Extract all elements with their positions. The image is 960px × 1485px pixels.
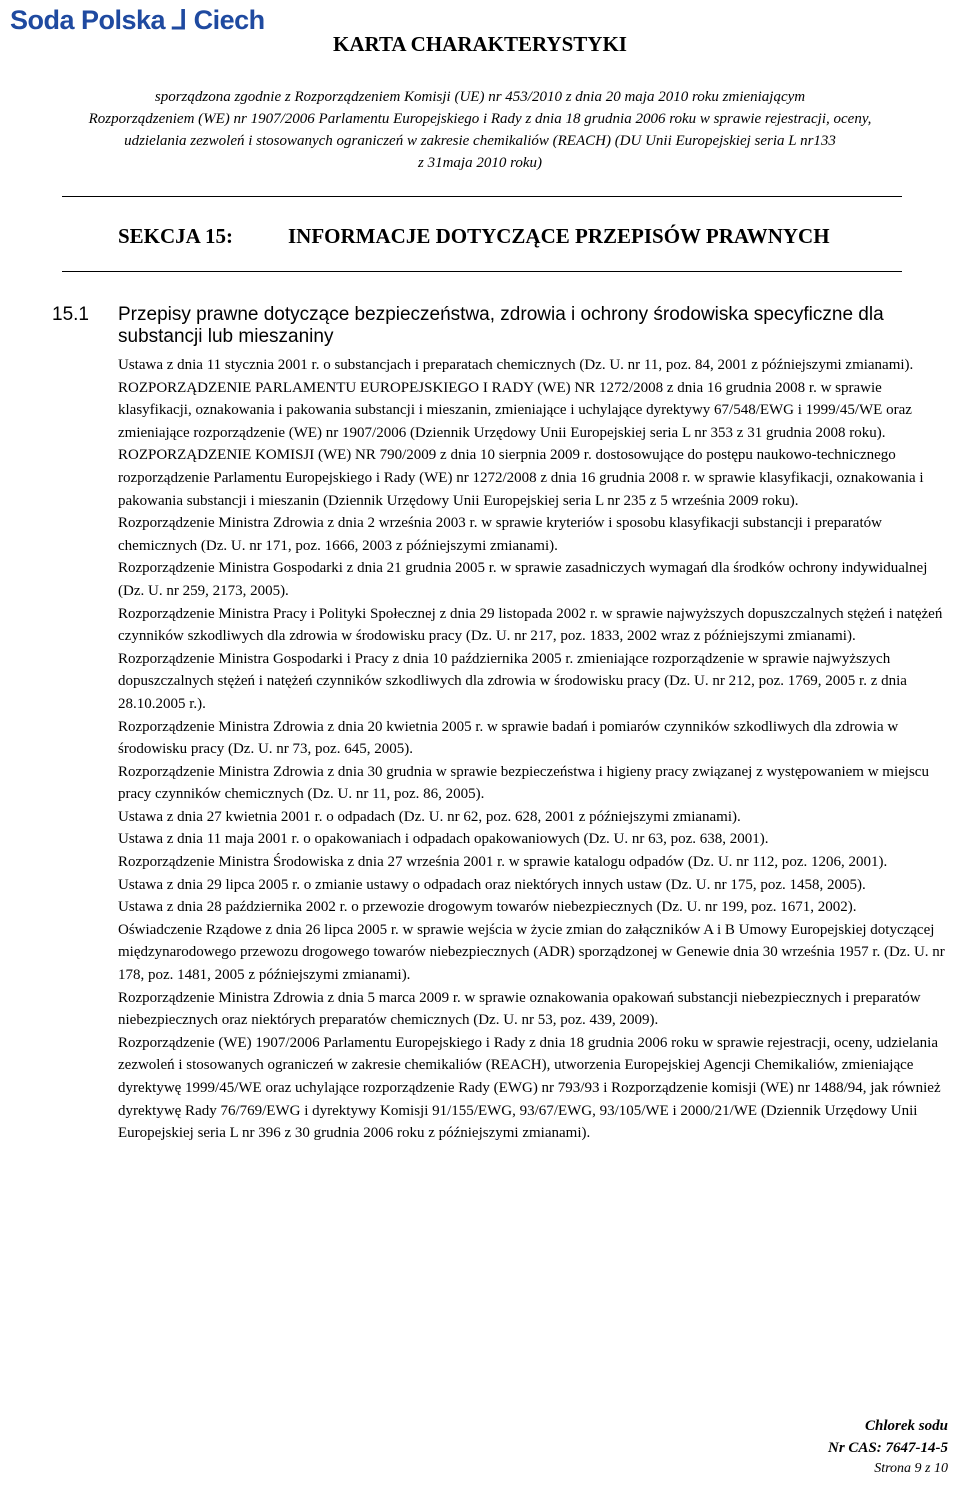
regulations-list	[118, 354, 948, 1145]
regulation-item: Rozporządzenie Ministra Gospodarki i Pracy z dnia 10 października 2005 r. zmieniające rozporządzenie w sprawie najwyższych dopuszczalnych stężeń i natężeń czynników szkodliwych dla zdrowia w środowisku pracy (Dz. U. nr 212, poz. 1769, 2005 r. z dnia 28.10.2005 r.).	[118, 650, 907, 712]
section-number: SEKCJA 15:	[118, 224, 233, 248]
section-title: INFORMACJE DOTYCZĄCE PRZEPISÓW PRAWNYCH	[288, 224, 830, 248]
regulation-item: Rozporządzenie Ministra Zdrowia z dnia 30 grudnia w sprawie bezpieczeństwa i higieny pracy związanej z występowaniem w miejscu pracy czynników chemicznych (Dz. U. nr 11, poz. 86, 2005).	[118, 763, 929, 803]
subsection-number: 15.1	[52, 304, 89, 325]
subsection-title: Przepisy prawne dotyczące bezpieczeństwa, zdrowia i ochrony środowiska specyficzne dla substancji lub mieszaniny	[118, 304, 884, 347]
regulation-line: Rozporządzeniem (WE) nr 1907/2006 Parlamentu Europejskiego i Rady z dnia 18 grudnia 2006 roku w sprawie rejestracji, oceny,	[88, 111, 872, 127]
cas-number: Nr CAS: 7647-14-5	[827, 1440, 948, 1456]
regulation-item: Oświadczenie Rządowe z dnia 26 lipca 2005 r. w sprawie wejścia w życie zmian do załączników A i B Umowy Europejskiej dotyczącej międzynarodowego przewozu drogowego towarów niebezpiecznych (ADR) sporządzonej w Genewie dnia 30 września 1957 r. (Dz. U. nr 178, poz. 1481, 2005 z późniejszymi zmianami).	[118, 921, 945, 984]
regulation-item: Ustawa z dnia 29 lipca 2005 r. o zmianie ustawy o odpadach oraz niektórych innych ustaw (Dz. U. nr 175, poz. 1458, 2005).	[118, 876, 866, 893]
regulation-item: Ustawa z dnia 11 maja 2001 r. o opakowaniach i odpadach opakowaniowych (Dz. U. nr 63, poz. 638, 2001).	[118, 831, 769, 848]
regulation-item: Rozporządzenie Ministra Gospodarki z dnia 21 grudnia 2005 r. w sprawie zasadniczych wymagań dla środków ochrony indywidualnej (Dz. U. nr 259, 2173, 2005).	[118, 560, 928, 599]
page-footer	[828, 1415, 948, 1479]
regulation-item: ROZPORZĄDZENIE KOMISJI (WE) NR 790/2009 z dnia 10 sierpnia 2009 r. dostosowujące do postępu naukowo-technicznego rozporządzenie Parlamentu Europejskiego i Rady (WE) nr 1272/2008 z dnia 16 grudnia 2008 r. w sprawie klasyfikacji, oznakowania i pakowania substancji i mieszanin (Dziennik Urzędowy Unii Europejskiej seria L nr 235 z 5 września 2009 roku).	[118, 447, 924, 509]
regulation-note	[20, 86, 940, 174]
logo-text-ciech: Ciech	[193, 4, 265, 35]
regulation-item: ROZPORZĄDZENIE PARLAMENTU EUROPEJSKIEGO I RADY (WE) NR 1272/2008 z dnia 16 grudnia 2008 r. w sprawie klasyfikacji, oznakowania i pakowania substancji i mieszanin, zmieniające i uchylające dyrektywy 67/548/EWG i 1999/45/WE oraz zmieniające rozporządzenie (WE) nr 1907/2006 (Dziennik Urzędowy Unii Europejskiej seria L nr 353 z 31 grudnia 2008 roku).	[118, 379, 912, 441]
regulation-item: Rozporządzenie Ministra Środowiska z dnia 27 września 2001 r. w sprawie katalogu odpadów (Dz. U. nr 112, poz. 1206, 2001).	[118, 854, 888, 871]
regulation-item: Rozporządzenie (WE) 1907/2006 Parlamentu Europejskiego i Rady z dnia 18 grudnia 2006 roku w sprawie rejestracji, oceny, udzielania zezwoleń i stosowanych ograniczeń w zakresie chemikaliów (REACH), utworzenia Europejskiej Agencji Chemikaliów, zmieniające dyrektywę 1999/45/WE oraz uchylające rozporządzenie Rady (EWG) nr 793/93 i Rozporządzenie komisji (WE) nr 1488/94, jak również dyrektywę Rady 76/769/EWG i dyrektywy Komisji 91/155/EWG, 93/67/EWG, 93/105/WE i 2000/21/WE (Dziennik Urzędowy Unii Europejskiej seria L nr 396 z 30 grudnia 2006 roku z późniejszymi zmianami).	[118, 1034, 941, 1142]
divider-bottom	[62, 271, 902, 272]
document-title: KARTA CHARAKTERYSTYKI	[333, 32, 627, 56]
logo-text-soda-polska: Soda Polska	[10, 4, 166, 35]
logo-text: Soda Polska ⅃ Ciech	[10, 4, 265, 35]
regulation-item: Rozporządzenie Ministra Zdrowia z dnia 5 marca 2009 r. w sprawie oznakowania opakowań substancji niebezpiecznych i preparatów niebezpiecznych oraz niektórych preparatów chemicznych (Dz. U. nr 53, poz. 439, 2009).	[118, 989, 921, 1029]
divider-top	[62, 196, 902, 197]
section-header	[118, 224, 830, 249]
regulation-item: Ustawa z dnia 11 stycznia 2001 r. o substancjach i preparatach chemicznych (Dz. U. nr 11, poz. 84, 2001 z późniejszymi zmianami).	[118, 357, 914, 373]
product-name: Chlorek sodu	[865, 1418, 948, 1434]
page-number: Strona 9 z 10	[874, 1461, 948, 1476]
regulation-item: Ustawa z dnia 27 kwietnia 2001 r. o odpadach (Dz. U. nr 62, poz. 628, 2001 z późniejszymi zmianami).	[118, 808, 741, 825]
regulation-item: Rozporządzenie Ministra Zdrowia z dnia 20 kwietnia 2005 r. w sprawie badań i pomiarów czynników szkodliwych dla zdrowia w środowisku pracy (Dz. U. nr 73, poz. 645, 2005).	[118, 718, 899, 758]
regulation-line: z 31maja 2010 roku)	[417, 155, 543, 171]
regulation-line: sporządzona zgodnie z Rozporządzeniem Komisji (UE) nr 453/2010 z dnia 20 maja 2010 roku zmieniającym	[154, 89, 806, 105]
regulation-item: Ustawa z dnia 28 października 2002 r. o przewozie drogowym towarów niebezpiecznych (Dz. U. nr 199, poz. 1671, 2002).	[118, 899, 857, 916]
regulation-item: Rozporządzenie Ministra Pracy i Polityki Społecznej z dnia 29 listopada 2002 r. w sprawie najwyższych dopuszczalnych stężeń i natężeń czynników szkodliwych dla zdrowia w środowisku pracy (Dz. U. nr 217, poz. 1833, 2002 wraz z późniejszymi zmianami).	[118, 605, 943, 645]
regulation-item: Rozporządzenie Ministra Zdrowia z dnia 2 września 2003 r. w sprawie kryteriów i sposobu klasyfikacji substancji i preparatów chemicznych (Dz. U. nr 171, poz. 1666, 2003 z późniejszymi zmianami).	[118, 515, 882, 554]
regulation-line: udzielania zezwoleń i stosowanych ograniczeń w zakresie chemikaliów (REACH) (DU Unii Europejskiej seria L nr133	[124, 133, 836, 149]
